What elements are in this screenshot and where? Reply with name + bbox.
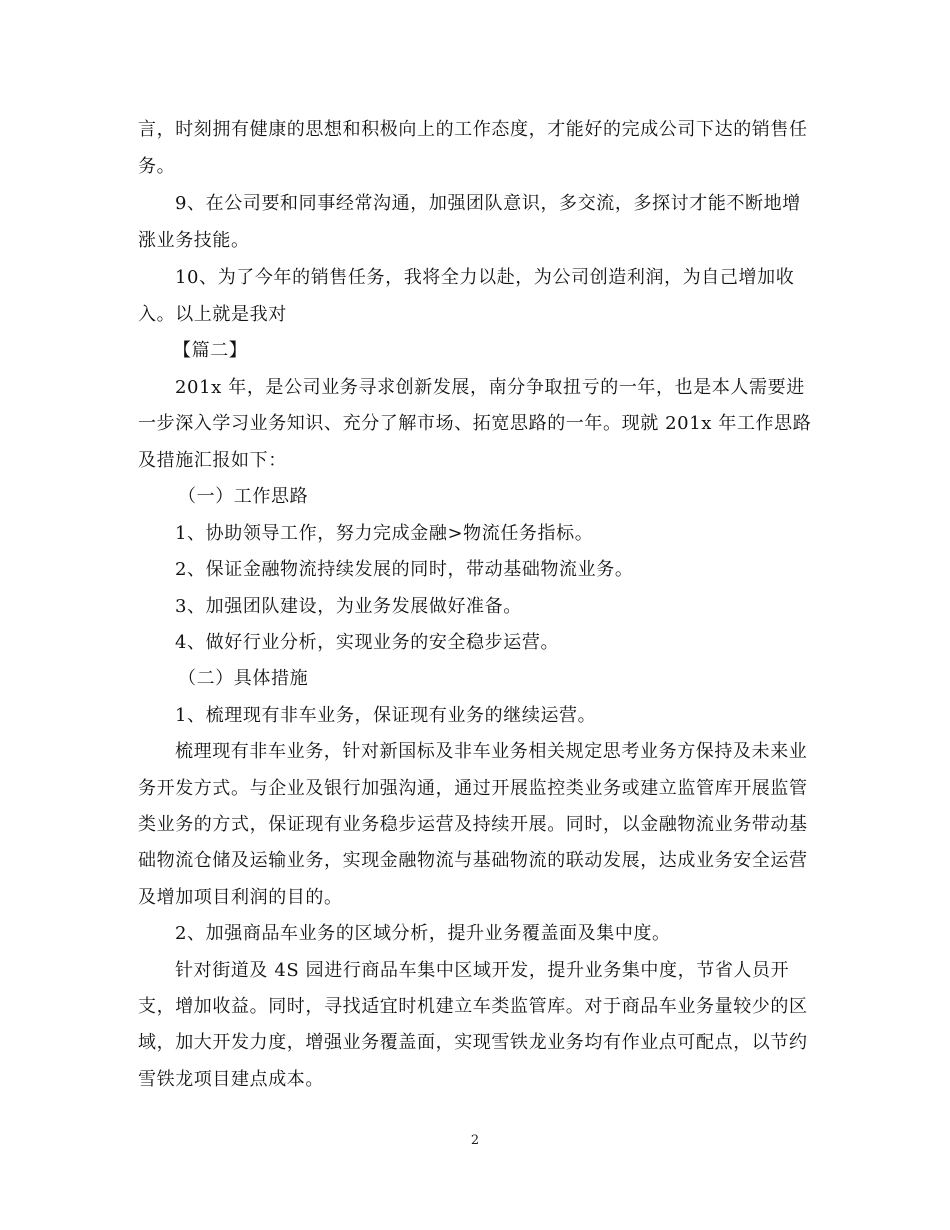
- list-item: 1、梳理现有非车业务，保证现有业务的继续运营。: [175, 705, 597, 726]
- text-line: 言，时刻拥有健康的思想和积极向上的工作态度，才能好的完成公司下达的销售任: [138, 119, 808, 140]
- text-line: 务。: [138, 156, 176, 177]
- list-item: 4、做好行业分析，实现业务的安全稳步运营。: [175, 632, 560, 653]
- page-number: 2: [470, 1133, 480, 1148]
- section-heading: 【篇二】: [173, 340, 248, 361]
- text-line: 础物流仓储及运输业务，实现金融物流与基础物流的联动发展，达成业务安全运营: [138, 850, 808, 871]
- text-line: 9、在公司要和同事经常沟通，加强团队意识，多交流，多探讨才能不断地增: [175, 193, 801, 214]
- text-line: 及增加项目利润的目的。: [138, 887, 343, 908]
- text-line: 一步深入学习业务知识、充分了解市场、拓宽思路的一年。现就 201x 年工作思路: [138, 413, 812, 434]
- subsection-heading: （二）具体措施: [178, 668, 309, 689]
- list-item: 1、协助领导工作，努力完成金融>物流任务指标。: [175, 523, 594, 544]
- text-line: 梳理现有非车业务，针对新国标及非车业务相关规定思考业务方保持及未来业: [175, 741, 808, 762]
- subsection-heading: （一）工作思路: [178, 486, 309, 507]
- text-line: 雪铁龙项目建点成本。: [138, 1069, 324, 1090]
- text-line: 入。以上就是我对: [138, 304, 287, 325]
- text-line: 201x 年，是公司业务寻求创新发展，南分争取扭亏的一年，也是本人需要进: [175, 377, 805, 398]
- list-item: 2、加强商品车业务的区域分析，提升业务覆盖面及集中度。: [175, 923, 671, 944]
- text-line: 及措施汇报如下：: [138, 450, 287, 471]
- list-item: 3、加强团队建设，为业务发展做好准备。: [175, 596, 522, 617]
- text-line: 务开发方式。与企业及银行加强沟通，通过开展监控类业务或建立监管库开展监管: [138, 778, 808, 799]
- list-item: 2、保证金融物流持续发展的同时，带动基础物流业务。: [175, 559, 634, 580]
- text-line: 10、为了今年的销售任务，我将全力以赴，为公司创造利润，为自己增加收: [175, 267, 795, 288]
- text-line: 针对街道及 4S 园进行商品车集中区域开发，提升业务集中度，节省人员开: [175, 960, 790, 981]
- text-line: 域，加大开发力度，增强业务覆盖面，实现雪铁龙业务均有作业点可配点，以节约: [138, 1032, 808, 1053]
- text-line: 类业务的方式，保证现有业务稳步运营及持续开展。同时，以金融物流业务带动基: [138, 814, 808, 835]
- text-line: 支，增加收益。同时，寻找适宜时机建立车类监管库。对于商品车业务量较少的区: [138, 996, 808, 1017]
- text-line: 涨业务技能。: [138, 230, 250, 251]
